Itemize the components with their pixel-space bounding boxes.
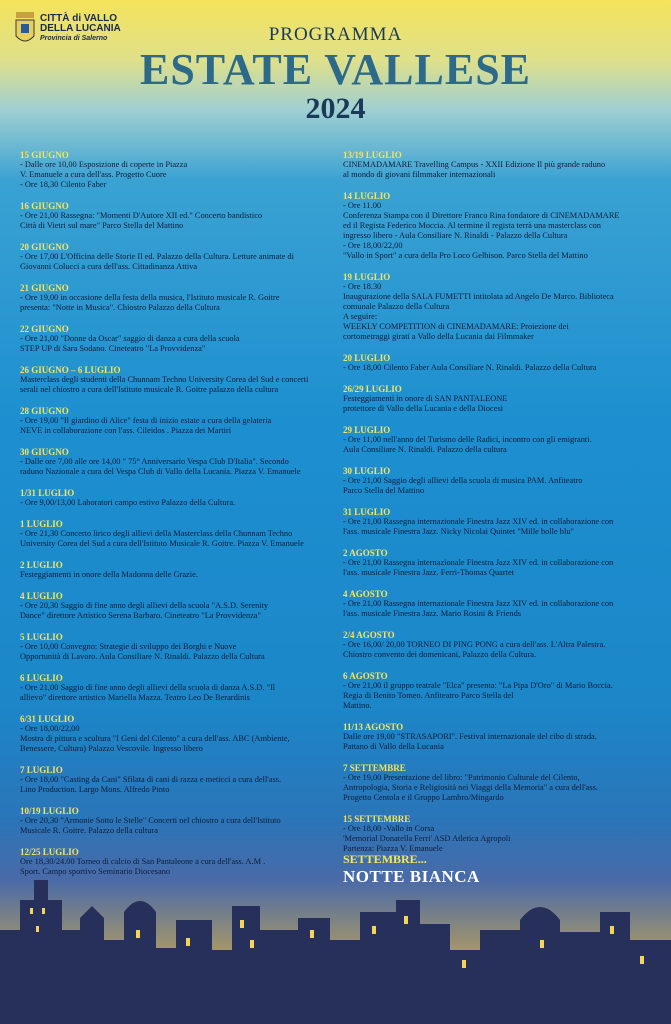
event-date: 4 AGOSTO xyxy=(343,589,388,599)
event-date: 2 AGOSTO xyxy=(343,548,388,558)
event-line: protettore di Vallo della Lucania e della Diocesi xyxy=(343,404,504,413)
event-date: 7 LUGLIO xyxy=(20,765,63,775)
event-item xyxy=(343,272,655,342)
event-line: Pattano di Vallo della Lucania xyxy=(343,742,444,751)
event-line: - Dalle ore 7,00 alle ore 14,00 " 75° Anniversario Vespa Club D'Italia". Secondo xyxy=(20,457,289,466)
event-date: 20 GIUGNO xyxy=(20,242,69,252)
event-line: Dalle ore 19,00 "STRASAPORI". Festival internazionale del cibo di strada. xyxy=(343,732,597,741)
poster-header xyxy=(0,0,671,140)
event-line: Festeggiamenti in onore di SAN PANTALEONE xyxy=(343,394,508,403)
event-line: - Ore 11,00 nell'anno del Turismo delle Radici, incontro con gli emigranti. xyxy=(343,435,592,444)
event-line: - Ore 21,00 Rassegna: "Momenti D'Autore XII ed." Concerto bandistico xyxy=(20,211,263,220)
event-item xyxy=(20,806,324,836)
event-item xyxy=(343,630,655,660)
event-line: 'Memorial Donatella Ferri' ASD Atletica Agropoli xyxy=(343,834,511,843)
event-line: - Ore 19,00 in occasione della festa della musica, l'Istituto musicale R. Goitre xyxy=(20,293,280,302)
event-line: - Ore 18,00 -Vallo in Corsa xyxy=(343,824,435,833)
event-line: Masterclass degli studenti della Chunnam Techno University Corea del Sud e concerti xyxy=(20,375,309,384)
event-item xyxy=(20,591,324,621)
event-line: WEEKLY COMPETITION di CINEMADAMARE: Proiezione dei xyxy=(343,322,569,331)
event-line: l'ass. musicale Finestra Jazz. Ferri-Thomas Quartet xyxy=(343,568,515,577)
event-date: 20 LUGLIO xyxy=(343,353,391,363)
event-item xyxy=(20,365,324,395)
event-line: - Ore 16,00/ 20,00 TORNEO DI PING PONG a cura dell'ass. L'Altra Palestra. xyxy=(343,640,606,649)
event-line: Antropologia, Storia e Religiosità nei Viaggi della Memoria" a cura dell'ass. xyxy=(343,783,598,792)
event-date: 31 LUGLIO xyxy=(343,507,391,517)
event-line: "Vallo in Sport" a cura della Pro Loco Gelbison. Parco Stella del Mattino xyxy=(343,251,588,260)
event-line: Chiostro convento dei domenicani, Palazzo della Cultura. xyxy=(343,650,537,659)
event-line: - Ore 20,30 Saggio di fine anno degli allievi della scuola "A.S.D. Serenity xyxy=(20,601,269,610)
event-date: 26/29 LUGLIO xyxy=(343,384,402,394)
event-line: allievo" direttore artistico Mariella Mazza. Teatro Leo De Berardinis xyxy=(20,693,250,702)
event-line: Sport. Campo sportivo Seminario Diocesano xyxy=(20,867,171,876)
event-date: 2/4 AGOSTO xyxy=(343,630,395,640)
event-line: Mattino. xyxy=(343,701,372,710)
event-item xyxy=(343,384,655,414)
event-line: cortometraggi girati a Vallo della Lucania dai Filmmaker xyxy=(343,332,534,341)
event-line: - Ore 21,00 Saggio di fine anno degli allievi della scuola di danza A.S.D. "Il xyxy=(20,683,276,692)
event-item xyxy=(20,632,324,662)
event-line: - Ore 10,00 Convegno: Strategie di sviluppo dei Borghi e Nuove xyxy=(20,642,237,651)
event-line: STEP UP di Sara Sodano. Cineteatro "La Provvidenza" xyxy=(20,344,206,353)
event-item xyxy=(20,406,324,436)
event-date: 5 LUGLIO xyxy=(20,632,63,642)
event-line: - Ore 18,00/22,00 xyxy=(20,724,80,733)
event-date: 16 GIUGNO xyxy=(20,201,69,211)
event-line: - Ore 19,00 Presentazione del libro: "Patrimonio Culturale del Cilento, xyxy=(343,773,580,782)
event-line: - Ore 21,00 Saggio degli allievi della scuola di musica PAM. Anfiteatro xyxy=(343,476,583,485)
event-date: 30 GIUGNO xyxy=(20,447,69,457)
event-item xyxy=(343,353,655,373)
event-line: - Ore 21,00 Rassegna internazionale Finestra Jazz XIV ed. in collaborazione con xyxy=(343,517,614,526)
event-line: Città di Vietri sul mare" Parco Stella del Mattino xyxy=(20,221,184,230)
event-line: - Ore 18,00 "Casting da Cani" Sfilata di cani di razza e meticci a cura dell'ass. xyxy=(20,775,282,784)
event-date: 1 LUGLIO xyxy=(20,519,63,529)
event-date: 13/19 LUGLIO xyxy=(343,150,402,160)
event-date: 30 LUGLIO xyxy=(343,466,391,476)
event-item xyxy=(20,488,324,508)
event-line: ingresso libero - Aula Consiliare N. Rinaldi - Palazzo della Cultura xyxy=(343,231,568,240)
event-line: Ore 18,30/24.00 Torneo di calcio di San Pantaleone a cura dell'ass. A.M . xyxy=(20,857,266,866)
event-date: 14 LUGLIO xyxy=(343,191,391,201)
event-line: - Dalle ore 10,00 Esposizione di coperte in Piazza xyxy=(20,160,188,169)
event-line: Lino Production. Largo Mons. Alfredo Pinto xyxy=(20,785,170,794)
event-item xyxy=(343,548,655,578)
event-line: University Corea del Sud a cura dell'Istituto Musicale R. Goitre. Piazza V. Emanuele xyxy=(20,539,304,548)
event-date: 15 SETTEMBRE xyxy=(343,814,411,824)
event-line: al mondo di giovani filmmaker internazionali xyxy=(343,170,496,179)
event-item xyxy=(343,814,655,854)
skyline-illustration xyxy=(0,860,671,1024)
event-date: 12/25 LUGLIO xyxy=(20,847,79,857)
event-item xyxy=(20,201,324,231)
programma-label: PROGRAMMA xyxy=(268,24,403,45)
event-line: Dance" direttore Artistico Serena Barbaro. Cineteatro "La Provvidenza" xyxy=(20,611,261,620)
event-line: Mostra di pittura e scultura "I Geni del Cilento" a cura dell'ass. ABC (Ambiente, xyxy=(20,734,290,743)
event-date: 11/13 AGOSTO xyxy=(343,722,404,732)
event-line: - Ore 18,00 Cilento Faber Aula Consiliare N. Rinaldi. Palazzo della Cultura xyxy=(343,363,597,372)
event-line: V. Emanuele a cura dell'ass. Progetto Cuore xyxy=(20,170,167,179)
event-item xyxy=(20,150,324,190)
event-line: - Ore 9,00/13,00 Laboratori campo estivo Palazzo della Cultura. xyxy=(20,498,236,507)
event-line: raduno Nazionale a cura del Vespa Club di Vallo della Lucania. Piazza V. Emanuele xyxy=(20,467,301,476)
event-date: 4 LUGLIO xyxy=(20,591,63,601)
event-line: Regia di Benito Tomeo. Anfiteatro Parco Stella del xyxy=(343,691,514,700)
events-right-column xyxy=(343,150,655,865)
event-line: presenta: "Notte in Musica". Chiostro Palazzo della Cultura xyxy=(20,303,220,312)
event-line: l'ass. musicale Finestra Jazz. Mario Rosini & Friends xyxy=(343,609,522,618)
event-line: Giovanni Colucci a cura dell'ass. Cittadinanza Attiva xyxy=(20,262,198,271)
events-left-column xyxy=(20,150,324,888)
event-item xyxy=(20,714,324,754)
event-item xyxy=(343,425,655,455)
event-line: Musicale R. Goitre. Palazzo della cultura xyxy=(20,826,158,835)
event-item xyxy=(343,671,655,711)
event-line: l'ass. musicale Finestra Jazz. Nicky Nicolai Quintet "Mille bolle blu" xyxy=(343,527,574,536)
event-date: 2 LUGLIO xyxy=(20,560,63,570)
event-date: 29 LUGLIO xyxy=(343,425,391,435)
event-date: 28 GIUGNO xyxy=(20,406,69,416)
event-line: - Ore 20,30 "Armonie Sotto le Stelle" Concerti nel chiostro a cura dell'Istituto xyxy=(20,816,281,825)
event-date: 1/31 LUGLIO xyxy=(20,488,75,498)
event-line: - Ore 21,00 "Donne da Oscar" saggio di danza a cura della scuola xyxy=(20,334,240,343)
event-item xyxy=(343,589,655,619)
settembre-label: SETTEMBRE... xyxy=(343,852,427,866)
event-date: 10/19 LUGLIO xyxy=(20,806,79,816)
event-date: 15 GIUGNO xyxy=(20,150,69,160)
event-line: Opportunità di Lavoro. Aula Consiliare N. Rinaldi. Palazzo della Cultura xyxy=(20,652,265,661)
event-date: 6 AGOSTO xyxy=(343,671,388,681)
event-item xyxy=(343,466,655,496)
event-date: 6/31 LUGLIO xyxy=(20,714,75,724)
event-date: 6 LUGLIO xyxy=(20,673,63,683)
event-line: NEVE in collaborazione con l'ass. Cileidos . Piazza dei Martiri xyxy=(20,426,232,435)
event-line: Festeggiamenti in onore della Madonna delle Grazie. xyxy=(20,570,198,579)
city-name: CITTÀ di VALLO DELLA LUCANIA Provincia di Salerno xyxy=(40,13,121,42)
event-line: A seguire: xyxy=(343,312,378,321)
event-item xyxy=(20,283,324,313)
event-line: - Ore 18,30 Cilento Faber xyxy=(20,180,107,189)
event-item xyxy=(343,763,655,803)
event-date: 26 GIUGNO – 6 LUGLIO xyxy=(20,365,121,375)
event-line: - Ore 18.30 xyxy=(343,282,382,291)
event-line: - Ore 19,00 "Il giardino di Alice" festa di inizio estate a cura della gelateria xyxy=(20,416,272,425)
event-item xyxy=(343,150,655,180)
event-line: - Ore 21,30 Concerto lirico degli allievi della Masterclass della Chunnam Techno xyxy=(20,529,293,538)
event-line: Conferenza Stampa con il Direttore Franco Rina fondatore di CINEMADAMARE xyxy=(343,211,620,220)
notte-bianca-label: NOTTE BIANCA xyxy=(343,867,480,886)
event-item xyxy=(20,673,324,703)
page-title: ESTATE VALLESE xyxy=(139,45,532,94)
event-item xyxy=(20,242,324,272)
event-line: Aula Consiliare N. Rinaldi. Palazzo della cultura xyxy=(343,445,507,454)
event-item xyxy=(343,191,655,261)
event-line: CINEMADAMARE Travelling Campus - XXII Edizione Il più grande raduno xyxy=(343,160,606,169)
event-line: - Ore 21,00 il gruppo teatrale "Elca" presenta: "La Pipa D'Oro" di Mario Boccia. xyxy=(343,681,613,690)
event-item xyxy=(20,519,324,549)
event-item xyxy=(20,765,324,795)
year-label: 2024 xyxy=(305,92,366,125)
event-date: 22 GIUGNO xyxy=(20,324,69,334)
event-line: Benessere, Cultura) Palazzo Vescovile. Ingresso libero xyxy=(20,744,203,753)
event-line: - Ore 18,00/22,00 xyxy=(343,241,403,250)
event-item xyxy=(20,324,324,354)
event-line: ed il Regista Federico Moccia. Al termine il regista terrà una masterclass con xyxy=(343,221,601,230)
event-item xyxy=(343,507,655,537)
event-line: - Ore 17,00 L'Officina delle Storie Il ed. Palazzo della Cultura. Letture animate di xyxy=(20,252,294,261)
event-line: - Ore 21,00 Rassegna internazionale Finestra Jazz XIV ed. in collaborazione con xyxy=(343,558,614,567)
event-date: 7 SETTEMBRE xyxy=(343,763,406,773)
event-item xyxy=(343,722,655,752)
event-date: 19 LUGLIO xyxy=(343,272,391,282)
event-line: - Ore 11.00 xyxy=(343,201,382,210)
event-line: serali nel chiostro a cura dell'Istituto musicale R. Goitre palazzo della cultura xyxy=(20,385,279,394)
event-line: Progetto Centola e il Gruppo Lambro/Mingardo xyxy=(343,793,504,802)
event-item xyxy=(20,560,324,580)
event-line: Inaugurazione della SALA FUMETTI intitolata ad Angelo De Marco. Biblioteca xyxy=(343,292,614,301)
event-line: - Ore 21,00 Rassegna internazionale Finestra Jazz XIV ed. in collaborazione con xyxy=(343,599,614,608)
event-line: Partenza: Piazza V. Emanuele xyxy=(343,844,443,853)
event-date: 21 GIUGNO xyxy=(20,283,69,293)
event-item xyxy=(20,447,324,477)
event-line: comunale Palazzo della Cultura xyxy=(343,302,450,311)
event-line: Parco Stella del Mattino xyxy=(343,486,425,495)
